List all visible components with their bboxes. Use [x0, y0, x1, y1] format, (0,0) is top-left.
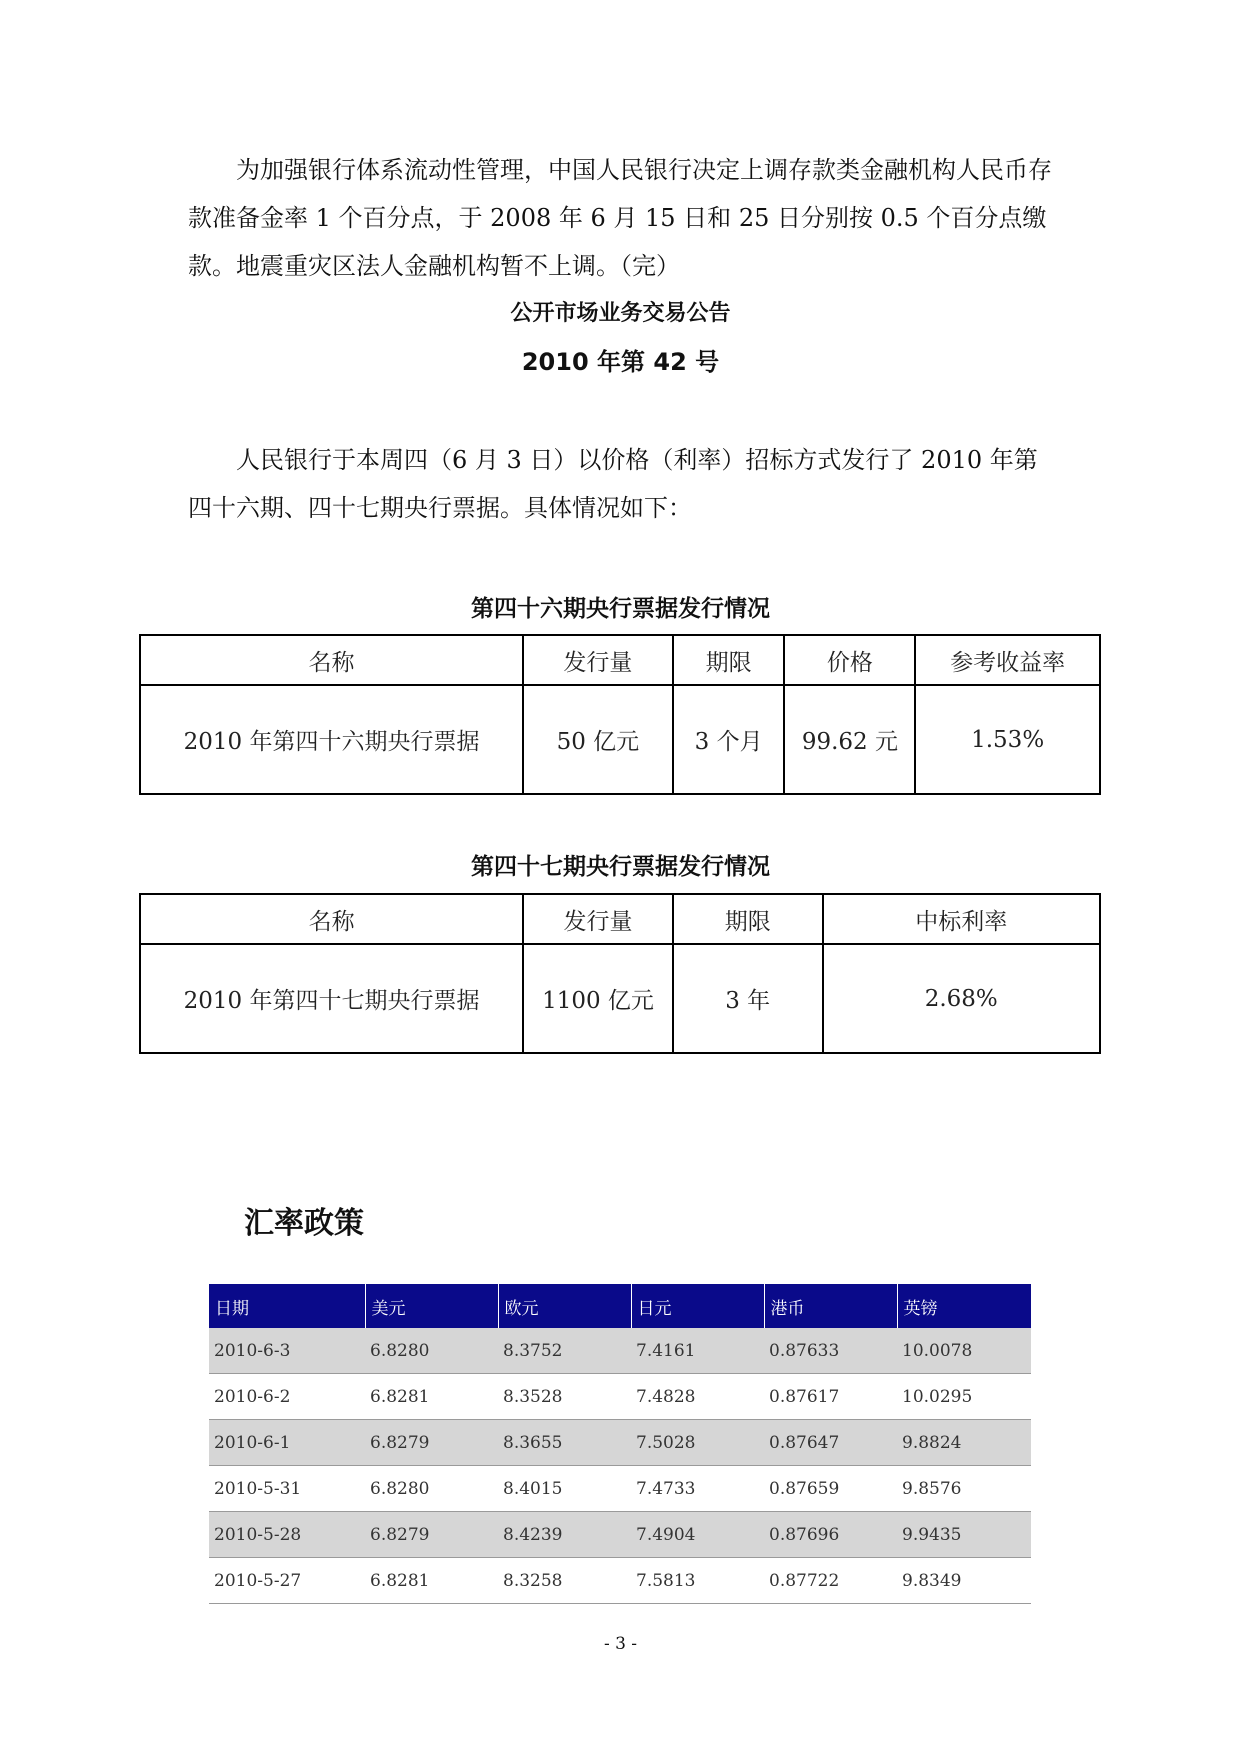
fx-cell: 0.87647: [764, 1420, 897, 1466]
fx-cell: 8.3655: [498, 1420, 631, 1466]
fx-header-hkd: 港币: [764, 1284, 897, 1328]
bill47-name-cell: 2010 年第四十七期央行票据: [140, 944, 523, 1053]
bill46-yield-cell: 1.53%: [915, 685, 1100, 794]
fx-cell: 0.87696: [764, 1512, 897, 1558]
bill47-caption: 第四十七期央行票据发行情况: [471, 854, 770, 880]
bill47-header-cell: 发行量: [523, 894, 673, 944]
fx-rate-table: [209, 1284, 1032, 1604]
notice-number: 2010 年第 42 号: [521, 348, 720, 376]
bill46-table: [139, 634, 1101, 795]
bill46-price-cell: 99.62 元: [784, 685, 915, 794]
bill47-term-cell: 3 年: [673, 944, 823, 1053]
fx-header-row: [209, 1284, 1031, 1328]
fx-cell: 8.3752: [498, 1328, 631, 1374]
fx-cell: 6.8281: [365, 1558, 498, 1604]
fx-section-heading: 汇率政策: [244, 1206, 364, 1241]
fx-cell: 7.5028: [631, 1420, 764, 1466]
bill46-data-row: [140, 685, 1100, 794]
fx-cell: 9.8824: [897, 1420, 1031, 1466]
bill47-data-row: [140, 944, 1100, 1053]
bill46-name-cell: 2010 年第四十六期央行票据: [140, 685, 523, 794]
fx-table-row: [209, 1512, 1031, 1558]
fx-cell: 9.8576: [897, 1466, 1031, 1512]
bill46-header-cell: 期限: [673, 635, 785, 685]
fx-cell: 6.8280: [365, 1466, 498, 1512]
fx-cell: 2010-5-31: [209, 1466, 365, 1512]
fx-cell: 2010-6-3: [209, 1328, 365, 1374]
fx-cell: 8.4239: [498, 1512, 631, 1558]
bill47-header-cell: 中标利率: [823, 894, 1100, 944]
intro-paragraph: 为加强银行体系流动性管理，中国人民银行决定上调存款类金融机构人民币存款准备金率 1 个百分点，于 2008 年 6 月 15 日和 25 日分别按 0.5 个百分点缴款。地震重灾区法人金融机构暂不上调。（完）: [188, 156, 1052, 280]
fx-cell: 0.87659: [764, 1466, 897, 1512]
bill46-header-row: [140, 635, 1100, 685]
fx-cell: 9.8349: [897, 1558, 1031, 1604]
bill47-header-row: [140, 894, 1100, 944]
fx-header-date: 日期: [209, 1284, 365, 1328]
bill46-caption: 第四十六期央行票据发行情况: [471, 596, 770, 622]
fx-cell: 7.4904: [631, 1512, 764, 1558]
fx-table-row: [209, 1374, 1031, 1420]
fx-header-gbp: 英镑: [897, 1284, 1031, 1328]
bill46-header-cell: 价格: [784, 635, 915, 685]
fx-cell: 0.87617: [764, 1374, 897, 1420]
fx-cell: 8.4015: [498, 1466, 631, 1512]
fx-cell: 7.4828: [631, 1374, 764, 1420]
fx-cell: 0.87633: [764, 1328, 897, 1374]
fx-cell: 7.4161: [631, 1328, 764, 1374]
bill46-header-cell: 参考收益率: [915, 635, 1100, 685]
fx-cell: 6.8279: [365, 1420, 498, 1466]
bill46-header-cell: 发行量: [523, 635, 673, 685]
fx-cell: 9.9435: [897, 1512, 1031, 1558]
fx-table-row: [209, 1466, 1031, 1512]
fx-cell: 7.4733: [631, 1466, 764, 1512]
bill46-term-cell: 3 个月: [673, 685, 785, 794]
notice-title: 公开市场业务交易公告: [510, 301, 731, 326]
bill47-header-cell: 期限: [673, 894, 823, 944]
fx-cell: 8.3528: [498, 1374, 631, 1420]
fx-table-row: [209, 1420, 1031, 1466]
page-number: - 3 -: [603, 1634, 638, 1654]
fx-header-eur: 欧元: [498, 1284, 631, 1328]
fx-cell: 7.5813: [631, 1558, 764, 1604]
fx-cell: 2010-6-1: [209, 1420, 365, 1466]
fx-cell: 8.3258: [498, 1558, 631, 1604]
fx-cell: 6.8280: [365, 1328, 498, 1374]
bill46-header-cell: 名称: [140, 635, 523, 685]
fx-cell: 2010-6-2: [209, 1374, 365, 1420]
fx-cell: 10.0295: [897, 1374, 1031, 1420]
fx-cell: 2010-5-28: [209, 1512, 365, 1558]
bill46-volume-cell: 50 亿元: [523, 685, 673, 794]
issue-paragraph: 人民银行于本周四（6 月 3 日）以价格（利率）招标方式发行了 2010 年第四十六期、四十七期央行票据。具体情况如下：: [188, 446, 1038, 522]
fx-cell: 6.8281: [365, 1374, 498, 1420]
fx-table-row: [209, 1328, 1031, 1374]
fx-header-usd: 美元: [365, 1284, 498, 1328]
bill47-volume-cell: 1100 亿元: [523, 944, 673, 1053]
bill47-table: [139, 893, 1101, 1054]
bill47-header-cell: 名称: [140, 894, 523, 944]
fx-cell: 6.8279: [365, 1512, 498, 1558]
fx-cell: 2010-5-27: [209, 1558, 365, 1604]
fx-cell: 0.87722: [764, 1558, 897, 1604]
fx-cell: 10.0078: [897, 1328, 1031, 1374]
fx-table-row: [209, 1558, 1031, 1604]
bill47-rate-cell: 2.68%: [823, 944, 1100, 1053]
fx-header-jpy: 日元: [631, 1284, 764, 1328]
